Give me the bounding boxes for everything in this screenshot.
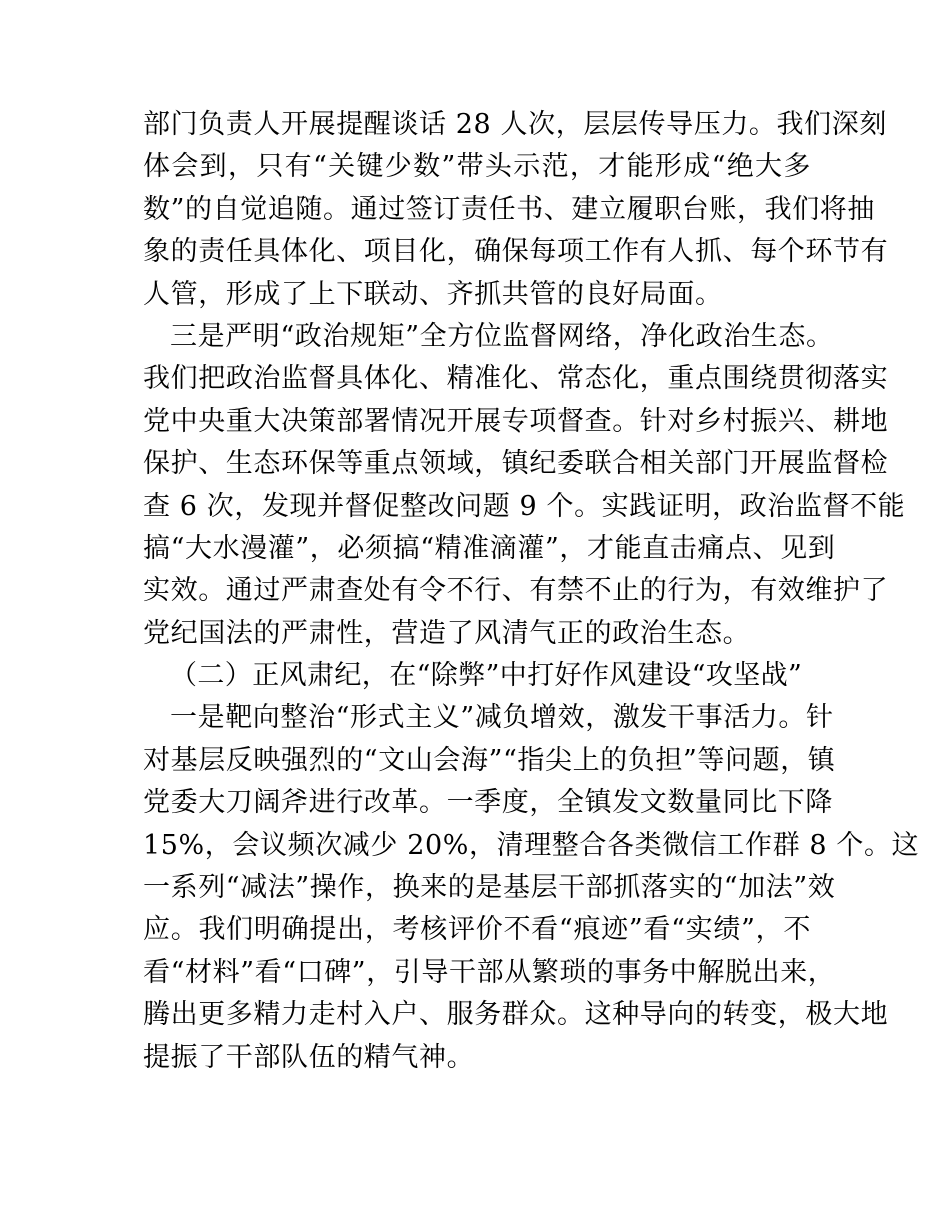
- text-line: 对基层反映强烈的“文山会海”“指尖上的负担”等问题，镇: [143, 744, 836, 776]
- text-line: 我们把政治监督具体化、精准化、常态化，重点围绕贯彻落实: [143, 363, 889, 395]
- text-line: 应。我们明确提出，考核评价不看“痕迹”看“实绩”，不: [143, 914, 811, 946]
- text-line: 数”的自觉追随。通过签订责任书、建立履职台账，我们将抽: [143, 193, 876, 225]
- text-line: 党中央重大决策部署情况开展专项督查。针对乡村振兴、耕地: [143, 405, 889, 437]
- text-line: 党委大刀阔斧进行改革。一季度，全镇发文数量同比下降: [143, 787, 833, 819]
- paragraph-start-line: 一是靶向整治“形式主义”减负增效，激发干事活力。针: [170, 702, 834, 734]
- text-line: 看“材料”看“口碑”，引导干部从繁琐的事务中解脱出来，: [143, 956, 836, 988]
- text-line: 党纪国法的严肃性，营造了风清气正的政治生态。: [143, 617, 751, 649]
- text-line: 腾出更多精力走村入户、服务群众。这种导向的转变，极大地: [143, 999, 889, 1031]
- text-line: 15%，会议频次减少 20%，清理整合各类微信工作群 8 个。这: [143, 829, 920, 861]
- text-line: 实效。通过严肃查处有令不行、有禁不止的行为，有效维护了: [143, 575, 889, 607]
- paragraph-start-line: 三是严明“政治规矩”全方位监督网络，净化政治生态。: [170, 320, 834, 352]
- text-line: 查 6 次，发现并督促整改问题 9 个。实践证明，政治监督不能: [143, 490, 906, 522]
- text-line: 象的责任具体化、项目化，确保每项工作有人抓、每个环节有: [143, 236, 889, 268]
- text-line: 一系列“减法”操作，换来的是基层干部抓落实的“加法”效: [143, 872, 836, 904]
- text-line: 部门负责人开展提醒谈话 28 人次，层层传导压力。我们深刻: [143, 109, 887, 140]
- section-heading: （二）正风肃纪，在“除弊”中打好作风建设“攻坚战”: [170, 660, 803, 692]
- document-body: [143, 104, 920, 1079]
- text-line: 搞“大水漫灌”，必须搞“精准滴灌”，才能直击痛点、见到: [143, 532, 836, 564]
- text-line: 保护、生态环保等重点领域，镇纪委联合相关部门开展监督检: [143, 448, 889, 480]
- text-line: 体会到，只有“关键少数”带头示范，才能形成“绝大多: [143, 151, 811, 183]
- text-line: 人管，形成了上下联动、齐抓共管的良好局面。: [143, 278, 723, 310]
- text-line: 提振了干部队伍的精气神。: [143, 1041, 475, 1073]
